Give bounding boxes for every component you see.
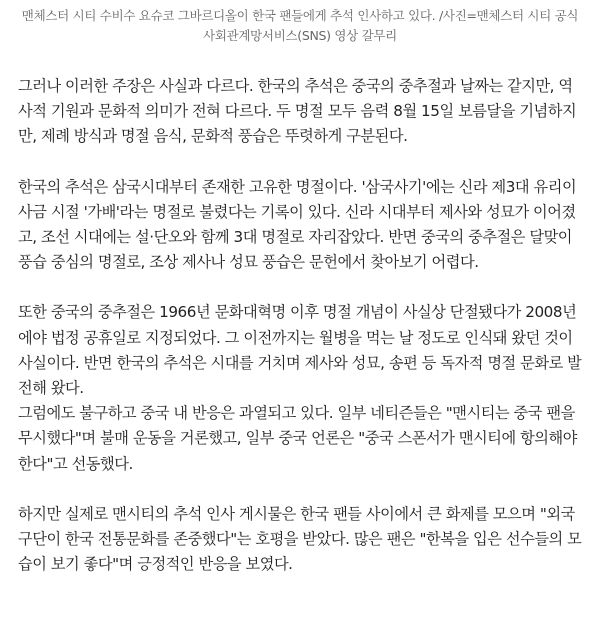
text-line: 사금 시절 '가배'라는 명절로 불렸다는 기록이 있다. 신라 시대부터 제사와 성묘가 이어졌 [18, 202, 576, 221]
paragraph-4 [18, 401, 590, 477]
text-line: 풍습 중심의 명절로, 조상 제사나 성묘 풍습은 문헌에서 찾아보기 어렵다. [18, 253, 479, 272]
text-line: 사실이다. 반면 한국의 추석은 시대를 거치며 제사와 성묘, 송편 등 독자적 명절 문화로 발 [18, 353, 582, 372]
paragraph-2 [18, 175, 590, 276]
text-line: 그러나 이러한 주장은 사실과 다르다. 한국의 추석은 중국의 중추절과 날짜는 같지만, 역 [18, 77, 573, 95]
text-line: 구단이 한국 전통문화를 존중했다"는 호평을 받았다. 많은 팬은 "한복을 입은 선수들의 모 [18, 530, 582, 549]
photo-caption [0, 6, 600, 46]
article-body [18, 74, 590, 577]
text-line: 그럼에도 불구하고 중국 내 반응은 과열되고 있다. 일부 네티즌들은 "맨시티는 중국 팬을 [18, 404, 575, 423]
photo-caption-line: 사회관계망서비스(SNS) 영상 갈무리 [203, 28, 397, 43]
text-line: 또한 중국의 중추절은 1966년 문화대혁명 이후 명절 개념이 사실상 단절됐다가 2008년 [18, 303, 577, 322]
paragraph-1 [18, 74, 590, 150]
photo-caption-line: 맨체스터 시티 수비수 요슈코 그바르디올이 한국 팬들에게 추석 인사하고 있다. /사진=맨체스터 시티 공식 [21, 8, 579, 23]
text-line: 무시했다"며 불매 운동을 거론했고, 일부 중국 언론은 "중국 스폰서가 맨시티에 항의해야 [18, 429, 577, 448]
text-line: 전해 왔다. [18, 379, 84, 398]
text-line: 한다"고 선동했다. [18, 454, 133, 473]
paragraph-gap [18, 150, 590, 175]
paragraph-gap [18, 477, 590, 502]
text-line: 만, 제례 방식과 명절 음식, 문화적 풍습은 뚜렷하게 구분된다. [18, 127, 408, 146]
text-line: 습이 보기 좋다"며 긍정적인 반응을 보였다. [18, 555, 293, 574]
paragraph-5 [18, 502, 590, 578]
text-line: 에야 법정 공휴일로 지정되었다. 그 이전까지는 월병을 먹는 날 정도로 인식돼 왔던 것이 [18, 328, 573, 347]
text-line: 고, 조선 시대에는 설·단오와 함께 3대 명절로 자리잡았다. 반면 중국의 중추절은 달맞이 [18, 228, 573, 247]
paragraph-3 [18, 300, 590, 401]
text-line: 하지만 실제로 맨시티의 추석 인사 게시물은 한국 팬들 사이에서 큰 화제를 모으며 "외국 [18, 504, 575, 523]
paragraph-gap [18, 275, 590, 300]
text-line: 한국의 추석은 삼국시대부터 존재한 고유한 명절이다. '삼국사기'에는 신라 제3대 유리이 [18, 177, 577, 196]
text-line: 사적 기원과 문화적 의미가 전혀 다르다. 두 명절 모두 음력 8월 15일 보름달을 기념하지 [18, 102, 577, 121]
